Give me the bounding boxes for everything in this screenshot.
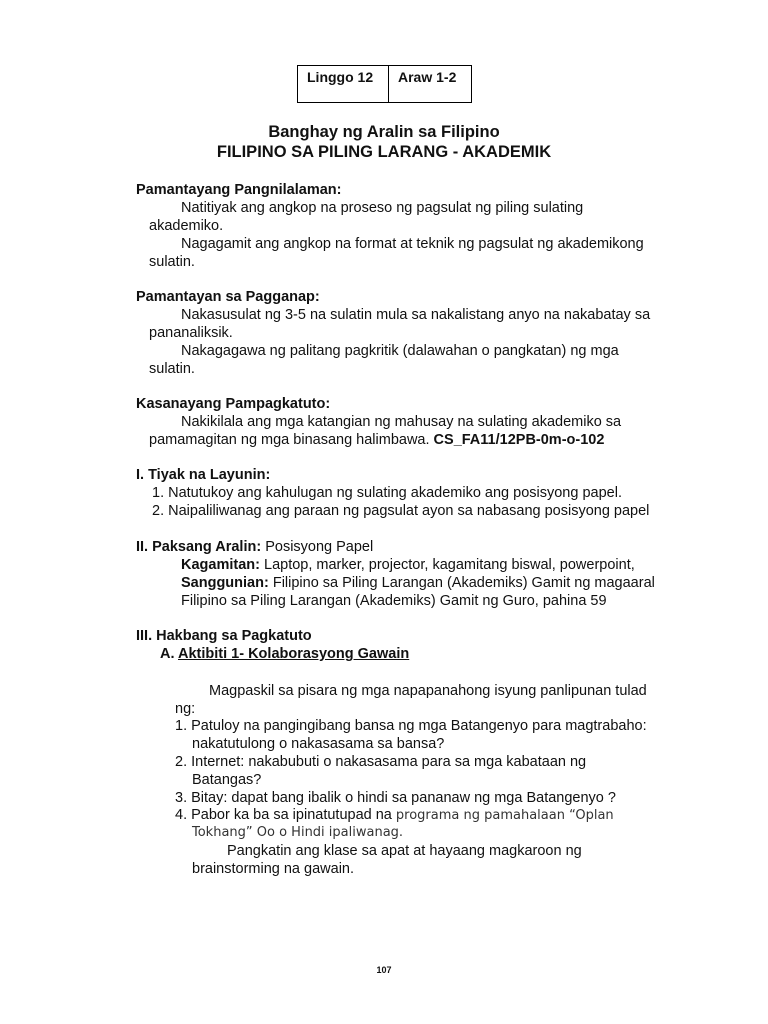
activity-heading xyxy=(160,645,409,663)
performance-standard-text: Nakagagawa ng palitang pagkritik (dalawahan o pangkatan) ng mga xyxy=(181,343,619,359)
week-cell: Linggo 12 xyxy=(298,66,389,103)
content-standard-text: akademiko. xyxy=(149,218,224,234)
activity-title: Aktibiti 1- Kolaborasyong Gawain xyxy=(178,646,410,662)
issue-item: 2. Internet: nakabubuti o nakasasama para sa mga kabataan ng xyxy=(175,754,587,770)
issue-item-text: 4. Pabor ka ba sa ipinatutupad na xyxy=(175,807,392,823)
content-standard-text: Nagagamit ang angkop na format at teknik ng pagsulat ng akademikong xyxy=(181,236,644,252)
procedure-heading: III. Hakbang sa Pagkatuto xyxy=(136,628,312,644)
closing-text: brainstorming na gawain. xyxy=(192,861,355,877)
materials-text: Laptop, marker, projector, kagamitang biswal, powerpoint, xyxy=(264,557,635,573)
issue-item xyxy=(175,806,614,825)
competency-code: CS_FA11/12PB-0m-o-102 xyxy=(433,432,605,448)
references-text: Filipino sa Piling Larangan (Akademiks) Gamit ng Guro, pahina 59 xyxy=(181,593,607,609)
objectives-heading: I. Tiyak na Layunin: xyxy=(136,467,271,483)
materials-label: Kagamitan: xyxy=(181,557,260,573)
objective-item: 2. Naipaliliwanag ang paraan ng pagsulat ayon sa nabasang posisyong papel xyxy=(152,503,650,519)
issue-item: nakatutulong o nakasasama sa bansa? xyxy=(192,736,445,752)
content-standard-text: sulatin. xyxy=(149,254,195,270)
performance-standard-heading: Pamantayan sa Pagganap: xyxy=(136,289,320,305)
issue-item: 1. Patuloy na pangingibang bansa ng mga Batangenyo para magtrabaho: xyxy=(175,718,647,734)
issue-item: Tokhang” Oo o Hindi ipaliwanag. xyxy=(192,825,404,840)
performance-standard-text: Nakasusulat ng 3-5 na sulatin mula sa nakalistang anyo na nakabatay sa xyxy=(181,307,651,323)
competency-text xyxy=(149,431,604,449)
activity-letter: A. xyxy=(160,646,175,662)
references-label: Sanggunian: xyxy=(181,575,269,591)
performance-standard-text: sulatin. xyxy=(149,361,195,377)
page-number: 107 xyxy=(376,965,392,975)
subject-matter-line xyxy=(136,538,373,556)
day-cell: Araw 1-2 xyxy=(389,66,472,103)
activity-intro: Magpaskil sa pisara ng mga napapanahong isyung panlipunan tulad xyxy=(209,683,647,699)
subject-matter-heading: II. Paksang Aralin: xyxy=(136,539,262,555)
content-standard-text: Natitiyak ang angkop na proseso ng pagsulat ng piling sulating xyxy=(181,200,584,216)
issue-item: Batangas? xyxy=(192,772,262,788)
activity-intro: ng: xyxy=(175,701,196,717)
objective-item: 1. Natutukoy ang kahulugan ng sulating akademiko ang posisyong papel. xyxy=(152,485,622,501)
subject-matter-topic: Posisyong Papel xyxy=(265,539,374,555)
document-subtitle: FILIPINO SA PILING LARANG - AKADEMIK xyxy=(216,143,552,161)
materials-line xyxy=(181,556,635,574)
performance-standard-text: pananaliksik. xyxy=(149,325,233,341)
competency-heading: Kasanayang Pampagkatuto: xyxy=(136,396,331,412)
document-title: Banghay ng Aralin sa Filipino xyxy=(268,123,500,141)
issue-item: 3. Bitay: dapat bang ibalik o hindi sa pananaw ng mga Batangenyo ? xyxy=(175,790,616,806)
content-standard-heading: Pamantayang Pangnilalaman: xyxy=(136,182,342,198)
references-text: Filipino sa Piling Larangan (Akademiks) Gamit ng magaaral xyxy=(272,575,655,591)
competency-text-line: pamamagitan ng mga binasang halimbawa. xyxy=(149,432,430,448)
references-line xyxy=(181,574,655,592)
competency-text: Nakikilala ang mga katangian ng mahusay na sulating akademiko sa xyxy=(181,414,622,430)
week-day-table xyxy=(297,65,472,103)
closing-text: Pangkatin ang klase sa apat at hayaang magkaroon ng xyxy=(227,843,582,859)
issue-item-text: programa ng pamahalaan “Oplan xyxy=(395,808,614,823)
